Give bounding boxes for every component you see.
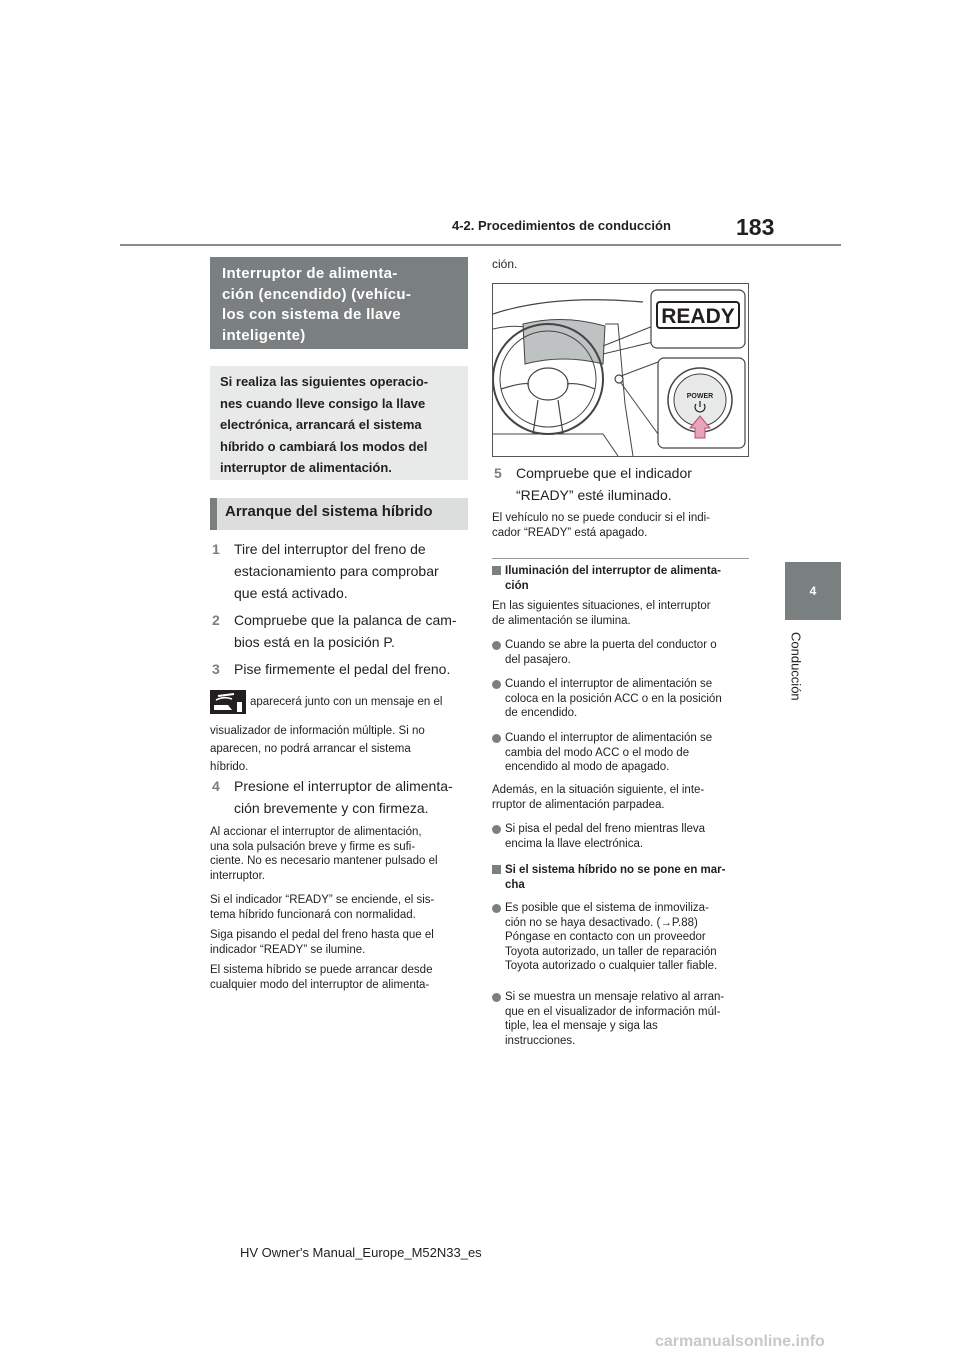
bullet-item bbox=[492, 990, 754, 1050]
note-line: El vehículo no se puede conducir si el indi- bbox=[492, 512, 710, 524]
text-line: que en el visualizador de información múl- bbox=[505, 1005, 721, 1018]
step-text bbox=[516, 462, 692, 506]
watermark: carmanualsonline.info bbox=[655, 1333, 825, 1350]
bullet-item bbox=[492, 901, 754, 991]
text-line: tiple, lea el mensaje y siga las bbox=[505, 1020, 658, 1032]
text-line: instrucciones. bbox=[505, 1034, 576, 1047]
dashboard-illustration bbox=[492, 283, 749, 457]
para-line: El sistema híbrido se puede arrancar desde bbox=[210, 964, 433, 976]
main-heading-line: los con sistema de llave bbox=[222, 306, 401, 323]
page-number: 183 bbox=[736, 214, 775, 240]
main-heading bbox=[210, 257, 468, 349]
step-3-note-first: aparecerá junto con un mensaje en el bbox=[250, 696, 443, 708]
bullet-text bbox=[505, 822, 705, 851]
note-line: cador “READY” está apagado. bbox=[492, 526, 648, 539]
step-5 bbox=[494, 462, 752, 506]
bullet-text bbox=[505, 901, 717, 974]
text-line: Si pisa el pedal del freno mientras lleva bbox=[505, 823, 706, 835]
power-label: POWER bbox=[686, 393, 714, 400]
round-bullet-icon bbox=[492, 825, 501, 834]
step-3 bbox=[212, 658, 470, 680]
step-line: Pise firmemente el pedal del freno. bbox=[234, 661, 451, 677]
round-bullet-icon bbox=[492, 993, 501, 1002]
para-line: indicador “READY” se ilumine. bbox=[210, 943, 366, 956]
title-text bbox=[505, 863, 725, 892]
text-line: cambia del modo ACC o el modo de bbox=[505, 746, 690, 759]
text-line: encendido al modo de apagado. bbox=[505, 761, 670, 773]
step-number: 3 bbox=[212, 661, 220, 677]
section-rule bbox=[492, 558, 749, 559]
round-bullet-icon bbox=[492, 641, 501, 650]
text-line: Además, en la situación siguiente, el inte- bbox=[492, 784, 705, 796]
text-line: En las siguientes situaciones, el interruptor bbox=[492, 600, 711, 612]
para-line: interruptor. bbox=[210, 869, 265, 882]
paragraph-4 bbox=[210, 963, 472, 992]
step-line: Tire del interruptor del freno de bbox=[234, 541, 426, 557]
para-line: Al accionar el interruptor de alimentación, bbox=[210, 826, 422, 838]
paragraph-1 bbox=[210, 825, 472, 883]
step-4 bbox=[212, 775, 470, 819]
text-line: Cuando el interruptor de alimentación se bbox=[505, 732, 713, 744]
step-3-note-rest bbox=[210, 722, 470, 776]
square-bullet-icon bbox=[492, 566, 501, 575]
step-1 bbox=[212, 538, 470, 604]
header-rule bbox=[120, 244, 841, 246]
text-line: de encendido. bbox=[505, 707, 578, 719]
intro-line: Si realiza las siguientes operacio- bbox=[220, 374, 429, 389]
square-bullet-icon bbox=[492, 865, 501, 874]
step-line: que está activado. bbox=[234, 585, 348, 601]
step-line: ción brevemente y con firmeza. bbox=[234, 800, 429, 816]
step-line: Compruebe que el indicador bbox=[516, 465, 692, 481]
text-line: coloca en la posición ACC o en la posición bbox=[505, 692, 722, 705]
footer-text: HV Owner's Manual_Europe_M52N33_es bbox=[240, 1245, 482, 1260]
step-5-note bbox=[492, 511, 754, 540]
bullet-item bbox=[492, 731, 754, 776]
para-line: ciente. No es necesario mantener pulsado el bbox=[210, 855, 438, 867]
text-line: de alimentación se ilumina. bbox=[492, 614, 631, 627]
step-number: 1 bbox=[212, 541, 220, 557]
step-number: 4 bbox=[212, 778, 220, 794]
section-title: 4-2. Procedimientos de conducción bbox=[452, 218, 671, 233]
para-line: Siga pisando el pedal del freno hasta que el bbox=[210, 929, 434, 941]
text-line-with-ref bbox=[505, 916, 717, 931]
note-line: híbrido. bbox=[210, 761, 249, 773]
bullet-text bbox=[505, 990, 724, 1048]
step-line: bios está en la posición P. bbox=[234, 634, 395, 650]
paragraph-2 bbox=[210, 893, 472, 922]
intro-line: híbrido o cambiará los modos del bbox=[220, 438, 428, 454]
step-text bbox=[234, 775, 453, 819]
text-line: Es posible que el sistema de inmoviliza- bbox=[505, 902, 709, 914]
bullet-item bbox=[492, 822, 754, 852]
note-line: aparecen, no podrá arrancar el sistema bbox=[210, 743, 411, 755]
step-text bbox=[234, 538, 439, 604]
title-text bbox=[505, 564, 721, 593]
text-line: Si se muestra un mensaje relativo al arran- bbox=[505, 991, 725, 1003]
main-heading-line: Interruptor de alimenta- bbox=[222, 265, 398, 282]
sub-heading: Arranque del sistema híbrido bbox=[210, 498, 468, 530]
text-line: Cuando se abre la puerta del conductor o bbox=[505, 639, 717, 651]
text-fragment: ción no se haya desactivado. ( bbox=[505, 916, 661, 929]
note-line: visualizador de información múltiple. Si no bbox=[210, 725, 425, 737]
title-line: Si el sistema híbrido no se pone en mar- bbox=[505, 864, 726, 876]
title-line: cha bbox=[505, 878, 525, 891]
bullet-text bbox=[505, 677, 722, 721]
chapter-label bbox=[786, 632, 806, 722]
bullet-item bbox=[492, 638, 754, 668]
step-2 bbox=[212, 609, 470, 653]
paragraph-3 bbox=[210, 928, 472, 957]
step-text bbox=[234, 609, 457, 653]
para-line: cualquier modo del interruptor de alimenta- bbox=[210, 978, 430, 991]
text-line: Toyota autorizado, un taller de reparación bbox=[505, 945, 717, 958]
dashboard-drawing bbox=[493, 284, 748, 456]
ready-label: READY bbox=[661, 305, 735, 328]
text-line: Toyota autorizado o cualquier taller fiable. bbox=[505, 960, 718, 972]
section-1-mid bbox=[492, 783, 754, 812]
brake-pedal-icon bbox=[210, 690, 246, 714]
text-line: Póngase en contacto con un proveedor bbox=[505, 931, 706, 943]
bullet-text bbox=[505, 638, 717, 667]
step-line: Presione el interruptor de alimenta- bbox=[234, 778, 453, 794]
step-line: “READY” esté iluminado. bbox=[516, 487, 672, 503]
step-number: 2 bbox=[212, 612, 220, 628]
chapter-tab: 4 bbox=[785, 562, 841, 620]
main-heading-line: ción (encendido) (vehícu- bbox=[222, 285, 412, 303]
text-line: Cuando el interruptor de alimentación se bbox=[505, 678, 713, 690]
intro-line: interruptor de alimentación. bbox=[220, 460, 392, 475]
intro-line: nes cuando lleve consigo la llave bbox=[220, 395, 426, 411]
section-1-intro bbox=[492, 599, 754, 628]
step-number: 5 bbox=[494, 465, 502, 481]
continuation-text: ción. bbox=[492, 257, 518, 271]
text-line: rruptor de alimentación parpadea. bbox=[492, 798, 665, 811]
round-bullet-icon bbox=[492, 680, 501, 689]
round-bullet-icon bbox=[492, 904, 501, 913]
brake-indicator-icon bbox=[210, 690, 246, 714]
step-text bbox=[234, 658, 450, 680]
text-line: del pasajero. bbox=[505, 653, 571, 666]
para-line: tema híbrido funcionará con normalidad. bbox=[210, 908, 416, 921]
para-line: Si el indicador “READY” se enciende, el sis- bbox=[210, 894, 435, 906]
bullet-item bbox=[492, 677, 754, 722]
main-heading-line: inteligente) bbox=[222, 326, 306, 344]
text-line: encima la llave electrónica. bbox=[505, 837, 644, 850]
step-line: estacionamiento para comprobar bbox=[234, 563, 439, 579]
page-ref-arrow-icon: → bbox=[660, 916, 672, 929]
round-bullet-icon bbox=[492, 734, 501, 743]
bullet-text bbox=[505, 731, 712, 775]
chapter-label-text: Conducción bbox=[788, 632, 804, 701]
title-line: Iluminación del interruptor de alimenta- bbox=[505, 565, 721, 577]
intro-line: electrónica, arrancará el sistema bbox=[220, 417, 422, 432]
para-line: una sola pulsación breve y firme es sufi- bbox=[210, 840, 416, 853]
intro-box bbox=[210, 366, 468, 480]
page-reference: P.88) bbox=[671, 916, 698, 929]
step-line: Compruebe que la palanca de cam- bbox=[234, 612, 457, 628]
title-line: ción bbox=[505, 579, 529, 592]
